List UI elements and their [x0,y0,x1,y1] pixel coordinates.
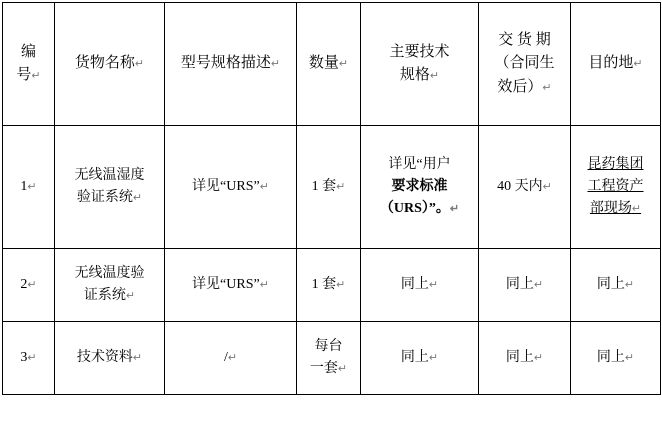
cell-destination: 同上↵ [571,249,661,322]
paragraph-mark-icon: ↵ [134,58,145,71]
table-row [3,249,661,322]
paragraph-mark-icon: ↵ [624,352,635,365]
cell-delivery-period: 同上↵ [479,322,571,395]
cell-index: 3↵ [3,322,55,395]
table-header [3,3,661,126]
header-cell-index: 编 号↵ [3,3,55,126]
document-page [0,2,662,427]
header-cell-quantity: 数量↵ [297,3,361,126]
cell-index: 1↵ [3,126,55,249]
paragraph-mark-icon: ↵ [542,81,552,94]
cell-index: 2↵ [3,249,55,322]
paragraph-mark-icon: ↵ [259,279,269,292]
cell-delivery-period: 40 天内↵ [479,126,571,249]
paragraph-mark-icon: ↵ [125,290,136,302]
cell-quantity: 1 套↵ [297,126,361,249]
paragraph-mark-icon: ↵ [631,202,642,215]
paragraph-mark-icon: ↵ [27,352,37,365]
paragraph-mark-icon: ↵ [336,181,346,194]
table-row [3,322,661,395]
paragraph-mark-icon: ↵ [132,192,143,204]
paragraph-mark-icon: ↵ [31,70,41,82]
table-row [3,126,661,249]
cell-model-spec: 详见“URS”↵ [165,126,297,249]
cell-destination: 昆药集团 工程资产 部现场↵ [571,126,661,249]
paragraph-mark-icon: ↵ [132,352,143,365]
cell-model-spec: 详见“URS”↵ [165,249,297,322]
cell-quantity: 1 套↵ [297,249,361,322]
paragraph-mark-icon: ↵ [27,279,37,292]
paragraph-mark-icon: ↵ [227,352,238,365]
paragraph-mark-icon: ↵ [428,279,439,292]
table-body [3,126,661,395]
paragraph-mark-icon: ↵ [27,181,37,194]
cell-goods-name: 无线温度验 证系统↵ [55,249,165,322]
header-cell-delivery-period: 交 货 期 （合同生 效后）↵ [479,3,571,126]
table-header-row [3,3,661,126]
header-cell-model-spec: 型号规格描述↵ [165,3,297,126]
paragraph-mark-icon: ↵ [337,363,348,375]
paragraph-mark-icon: ↵ [429,70,440,82]
cell-main-tech-spec: 同上↵ [361,249,479,322]
paragraph-mark-icon: ↵ [270,58,281,71]
cell-main-tech-spec: 详见“用户 要求标准 （URS）”。↵ [361,126,479,249]
paragraph-mark-icon: ↵ [259,181,269,194]
header-cell-destination: 目的地↵ [571,3,661,126]
cell-quantity: 每台 一套↵ [297,322,361,395]
paragraph-mark-icon: ↵ [624,279,635,292]
header-cell-main-tech-spec: 主要技术 规格↵ [361,3,479,126]
paragraph-mark-icon: ↵ [336,279,346,292]
cell-delivery-period: 同上↵ [479,249,571,322]
paragraph-mark-icon: ↵ [428,352,439,365]
paragraph-mark-icon: ↵ [533,352,544,365]
paragraph-mark-icon: ↵ [633,58,643,71]
cell-main-tech-spec: 同上↵ [361,322,479,395]
goods-table [2,2,661,395]
cell-destination: 同上↵ [571,322,661,395]
cell-goods-name: 技术资料↵ [55,322,165,395]
paragraph-mark-icon: ↵ [338,58,349,71]
header-cell-goods-name: 货物名称↵ [55,3,165,126]
paragraph-mark-icon: ↵ [542,181,552,194]
cell-model-spec: /↵ [165,322,297,395]
cell-goods-name: 无线温湿度 验证系统↵ [55,126,165,249]
paragraph-mark-icon: ↵ [533,279,544,292]
paragraph-mark-icon: ↵ [449,202,460,215]
